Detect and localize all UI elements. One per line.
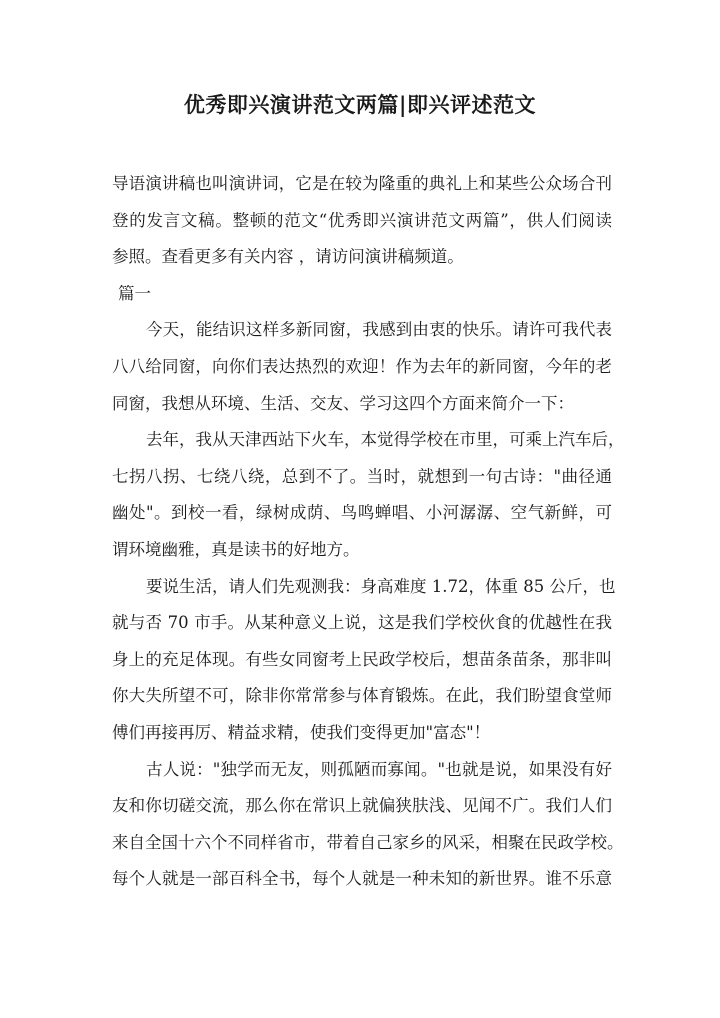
document-title: 优秀即兴演讲范文两篇|即兴评述范文 <box>183 92 537 117</box>
body-line: 要说生活，请人们先观测我：身高难度 1.72，体重 85 公斤，也 <box>146 576 616 596</box>
body-line: 古人说："独学而无友，则孤陋而寡闻。"也就是说，如果没有好 <box>146 759 612 779</box>
body-line: 去年，我从天津西站下火车，本觉得学校在市里，可乘上汽车后， <box>146 430 625 450</box>
body-line: 导语演讲稿也叫演讲词，它是在较为隆重的典礼上和某些公众场合刊 <box>112 174 612 193</box>
body-line: 友和你切磋交流，那么你在常识上就偏狭肤浅、见闻不广。我们人们 <box>112 796 612 816</box>
body-line: 八八给同窗，向你们表达热烈的欢迎！作为去年的新同窗，今年的老 <box>112 356 612 376</box>
section-heading: 篇一 <box>118 283 151 303</box>
body-line: 幽处"。到校一看，绿树成荫、鸟鸣蝉唱、小河潺潺、空气新鲜，可 <box>112 503 612 523</box>
body-line: 就与否 70 市手。从某种意义上说，这是我们学校伙食的优越性在我 <box>112 613 612 633</box>
body-line: 今天，能结识这样多新同窗，我感到由衷的快乐。请许可我代表 <box>146 320 612 340</box>
body-line: 来自全国十六个不同样省市，带着自己家乡的风采，相聚在民政学校。 <box>112 832 624 852</box>
body-line: 参照。查看更多有关内容 ，请访问演讲稿频道。 <box>112 247 464 267</box>
body-line: 谓环境幽雅，真是读书的好地方。 <box>112 539 360 559</box>
body-line: 每个人就是一部百科全书，每个人就是一种未知的新世界。谁不乐意 <box>112 869 612 889</box>
document-body <box>112 166 625 898</box>
body-line: 你大失所望不可，除非你常常参与体育锻炼。在此，我们盼望食堂师 <box>112 686 612 706</box>
body-line: 身上的充足体现。有些女同窗考上民政学校后，想苗条苗条，那非叫 <box>112 649 612 669</box>
body-line: 同窗，我想从环境、生活、交友、学习这四个方面来简介一下： <box>112 393 574 413</box>
body-line: 七拐八拐、七绕八绕，总到不了。当时，就想到一句古诗："曲径通 <box>112 466 612 486</box>
body-line: 登的发言文稿。整顿的范文“优秀即兴演讲范文两篇”，供人们阅读 <box>112 210 612 230</box>
body-line: 傅们再接再厉、精益求精，使我们变得更加"富态"！ <box>112 722 491 742</box>
